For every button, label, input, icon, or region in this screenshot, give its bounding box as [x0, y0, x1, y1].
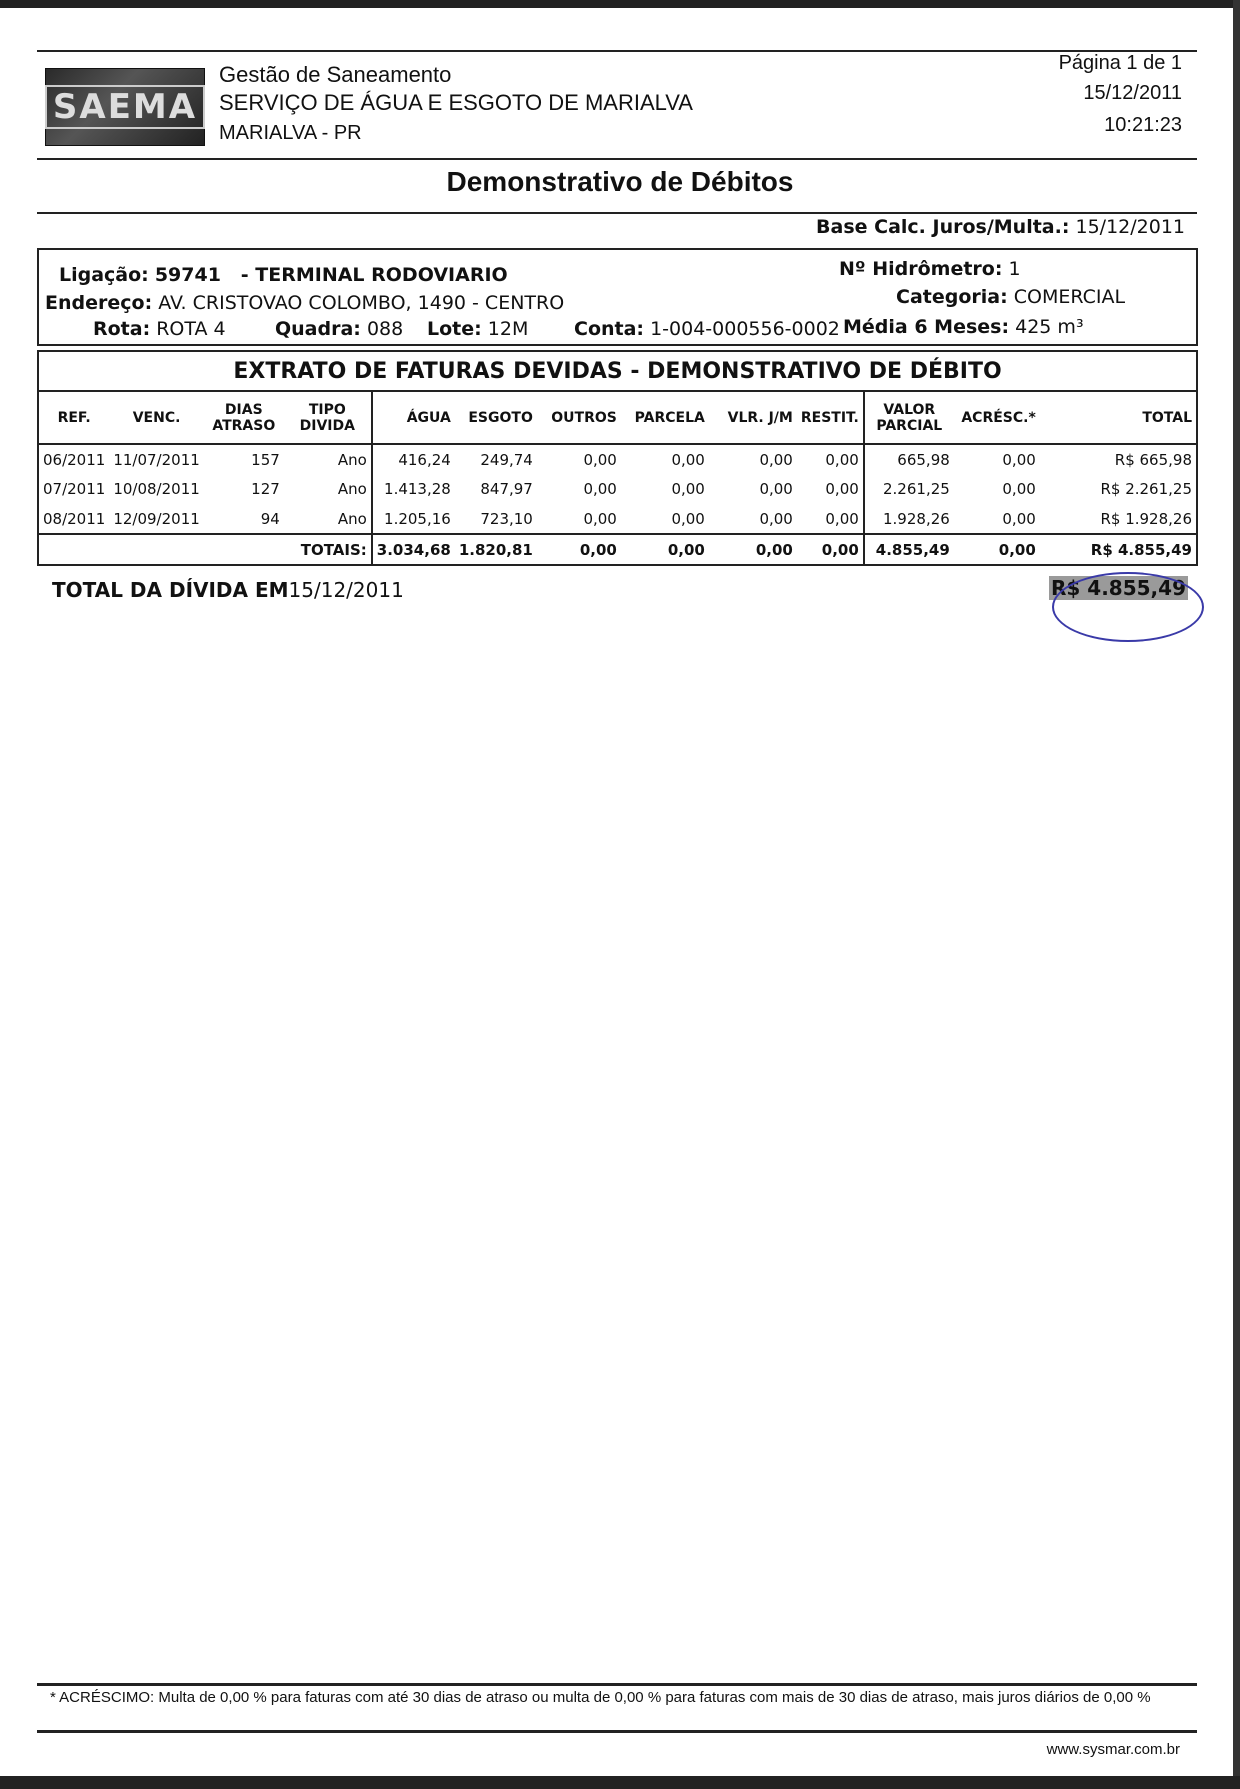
debt-table — [39, 392, 1196, 564]
base-calc-label: Base Calc. Juros/Multa.: — [816, 216, 1070, 238]
table-row — [39, 444, 1196, 474]
print-time: 10:21:23 — [1104, 114, 1182, 136]
total-cell: 0,00 — [954, 534, 1040, 564]
scan-edge-right — [1233, 0, 1240, 1789]
table-row — [39, 504, 1196, 534]
endereco-value: AV. CRISTOVAO COLOMBO, 1490 - CENTRO — [158, 292, 565, 314]
table-cell: 2.261,25 — [883, 480, 950, 498]
column-header: VENC. — [109, 392, 203, 444]
table-cell: 0,00 — [671, 480, 705, 498]
table-cell: R$ 1.928,26 — [1100, 509, 1192, 528]
print-date: 15/12/2011 — [1083, 82, 1182, 104]
total-debt-value: R$ 4.855,49 — [1051, 576, 1186, 600]
table-cell: 0,00 — [671, 509, 705, 528]
org-line1: Gestão de Saneamento — [219, 62, 452, 87]
column-header: PARCELA — [621, 392, 709, 444]
divider — [37, 1683, 1197, 1686]
column-header: ESGOTO — [455, 392, 537, 444]
column-header: ACRÉSC.* — [954, 392, 1040, 444]
rota-label: Rota: — [93, 318, 151, 340]
total-cell: 0,00 — [621, 534, 709, 564]
column-header: TIPO DIVIDA — [284, 392, 372, 444]
table-cell: 416,24 — [398, 450, 451, 469]
table-cell: R$ 2.261,25 — [1100, 480, 1192, 498]
divider — [37, 50, 1197, 52]
rota-value: ROTA 4 — [156, 318, 226, 340]
table-cell: 0,00 — [759, 480, 793, 498]
ligacao-label: Ligação: — [59, 264, 149, 286]
media-value: 425 m³ — [1015, 316, 1084, 338]
divider — [37, 212, 1197, 214]
table-cell: 0,00 — [759, 450, 793, 469]
conta-value: 1-004-000556-0002 — [650, 318, 840, 340]
table-cell: 0,00 — [797, 474, 864, 504]
scan-edge-top — [0, 0, 1240, 8]
column-header: TOTAL — [1040, 392, 1196, 444]
debt-table-box — [37, 350, 1198, 566]
table-cell: 0,00 — [1002, 509, 1036, 528]
totals-row — [39, 534, 1196, 564]
table-cell: 0,00 — [583, 509, 617, 528]
table-title: EXTRATO DE FATURAS DEVIDAS - DEMONSTRATIVO DE DÉBITO — [39, 352, 1196, 392]
total-cell: 4.855,49 — [864, 534, 954, 564]
org-line3: MARIALVA - PR — [219, 122, 362, 144]
total-cell: 1.820,81 — [455, 534, 537, 564]
table-cell: Ano — [284, 474, 372, 504]
table-cell: 94 — [260, 509, 280, 528]
totals-label: TOTAIS: — [39, 534, 372, 564]
table-cell: 0,00 — [759, 509, 793, 528]
total-cell: 0,00 — [797, 534, 864, 564]
table-cell: Ano — [284, 504, 372, 534]
media-label: Média 6 Meses: — [843, 316, 1010, 338]
column-header: OUTROS — [537, 392, 621, 444]
categoria-value: COMERCIAL — [1013, 286, 1126, 308]
column-header: REF. — [39, 392, 109, 444]
hidrometro-value: 1 — [1008, 258, 1021, 280]
table-cell: 723,10 — [480, 509, 533, 528]
table-cell: R$ 665,98 — [1114, 450, 1192, 469]
table-cell: 0,00 — [797, 444, 864, 474]
lote-label: Lote: — [427, 318, 482, 340]
table-cell: 11/07/2011 — [113, 450, 200, 469]
quadra-label: Quadra: — [275, 318, 361, 340]
endereco-label: Endereço: — [45, 292, 153, 314]
table-cell: 10/08/2011 — [113, 480, 200, 498]
table-cell: 0,00 — [583, 450, 617, 469]
table-row — [39, 474, 1196, 504]
base-calc-value: 15/12/2011 — [1075, 216, 1185, 238]
table-cell: 1.928,26 — [883, 509, 950, 528]
total-cell: 0,00 — [537, 534, 621, 564]
table-cell: 08/2011 — [43, 509, 106, 528]
table-cell: 249,74 — [480, 450, 533, 469]
total-debt-label: TOTAL DA DÍVIDA EM — [52, 578, 289, 602]
lote-value: 12M — [487, 318, 529, 340]
table-cell: 127 — [251, 480, 280, 498]
column-header: VALOR PARCIAL — [864, 392, 954, 444]
table-cell: 665,98 — [897, 450, 950, 469]
footnote: * ACRÉSCIMO: Multa de 0,00 % para faturas com até 30 dias de atraso ou multa de 0,00 % para faturas com mais de 30 dias de atraso, mais juros diários de 0,00 % — [50, 1689, 1151, 1706]
column-header: DIAS ATRASO — [204, 392, 284, 444]
table-cell: 0,00 — [671, 450, 705, 469]
total-debt-date: 15/12/2011 — [288, 578, 404, 602]
table-cell: 12/09/2011 — [113, 509, 200, 528]
hidrometro-label: Nº Hidrômetro: — [839, 258, 1003, 280]
table-cell: 157 — [251, 450, 280, 469]
scan-edge-bottom — [0, 1776, 1240, 1789]
company-logo: SAEMA — [45, 68, 205, 146]
page-number: Página 1 de 1 — [1058, 52, 1182, 74]
table-cell: 07/2011 — [43, 480, 106, 498]
column-header: RESTIT. — [797, 392, 864, 444]
categoria-label: Categoria: — [896, 286, 1008, 308]
divider — [37, 158, 1197, 160]
table-cell: Ano — [284, 444, 372, 474]
website-link[interactable]: www.sysmar.com.br — [1046, 1741, 1180, 1758]
ligacao-value: 59741 - TERMINAL RODOVIARIO — [154, 264, 508, 286]
table-cell: 847,97 — [480, 480, 533, 498]
table-cell: 0,00 — [1002, 480, 1036, 498]
connection-info — [37, 248, 1198, 346]
table-cell: 06/2011 — [43, 450, 106, 469]
table-cell: 0,00 — [583, 480, 617, 498]
page-title: Demonstrativo de Débitos — [446, 166, 794, 197]
table-cell: 1.413,28 — [384, 480, 451, 498]
divider — [37, 1730, 1197, 1733]
handwritten-circle — [1052, 572, 1204, 642]
table-cell: 1.205,16 — [384, 509, 451, 528]
conta-label: Conta: — [574, 318, 645, 340]
table-cell: 0,00 — [1002, 450, 1036, 469]
column-header: ÁGUA — [372, 392, 455, 444]
quadra-value: 088 — [366, 318, 404, 340]
total-cell: 0,00 — [709, 534, 797, 564]
column-header: VLR. J/M — [709, 392, 797, 444]
total-cell: R$ 4.855,49 — [1040, 534, 1196, 564]
total-cell: 3.034,68 — [372, 534, 455, 564]
org-line2: SERVIÇO DE ÁGUA E ESGOTO DE MARIALVA — [219, 90, 693, 115]
table-cell: 0,00 — [797, 504, 864, 534]
